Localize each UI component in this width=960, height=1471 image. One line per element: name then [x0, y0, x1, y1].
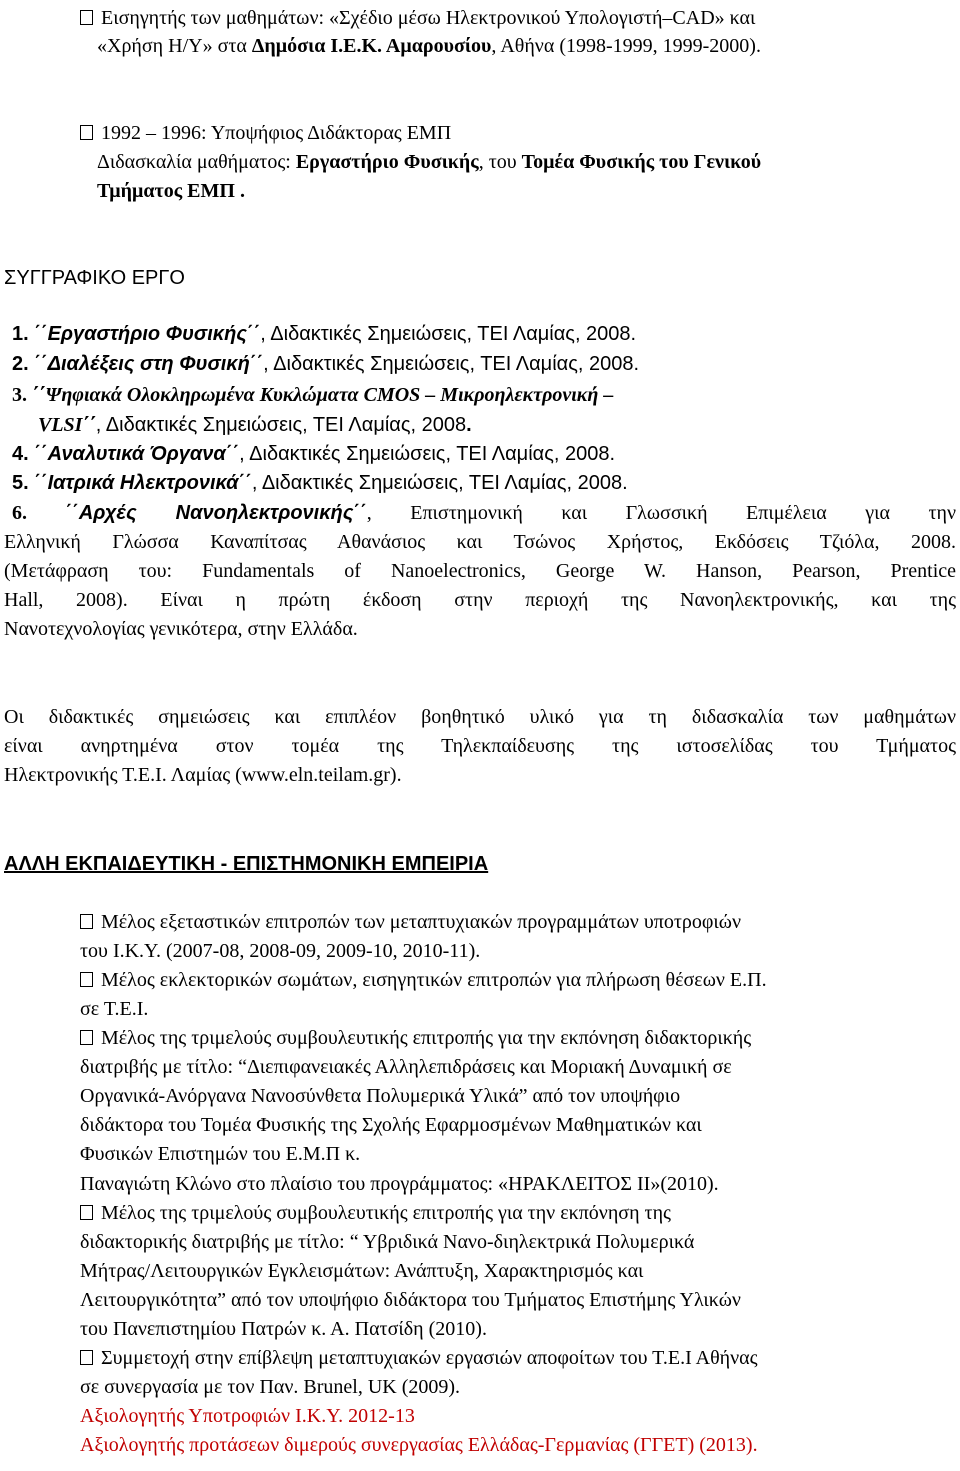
notes-line: είναι ανηρτημένα στον τομέα της Τηλεκπαίδευσης της ιστοσελίδας του Τμήματος: [4, 735, 956, 757]
text: .: [466, 414, 472, 436]
notes-line: Ηλεκτρονικής Τ.Ε.Ι. Λαμίας (www.eln.teilam.gr).: [4, 764, 402, 786]
work-title: ΄΄Εργαστήριο Φυσικής΄΄: [34, 323, 261, 345]
checkbox-bullet-icon: [80, 914, 93, 929]
work-details-line: Νανοτεχνολογίας γενικότερα, στην Ελλάδα.: [4, 618, 358, 640]
text-line: διατριβής με τίτλο: “Διεπιφανειακές Αλληλεπιδράσεις και Μοριακή Δυναμική σε: [80, 1056, 732, 1078]
experience-item: [80, 968, 767, 992]
text: «Χρήση Η/Υ» στα: [97, 35, 252, 57]
item-number: 4.: [12, 443, 29, 465]
bullet-line: [80, 6, 755, 30]
text-line: Οργανικά-Ανόργανα Νανοσύνθετα Πολυμερικά Υλικά” από τον υποψήφιο: [80, 1085, 681, 1107]
work-title: ΄΄Αναλυτικά Όργανα΄΄: [34, 443, 240, 465]
text-line: του Ι.Κ.Υ. (2007-08, 2008-09, 2009-10, 2010-11).: [80, 940, 481, 962]
text-line: Λειτουργικότητα” από τον υποψήφιο διδάκτορα του Τμήματος Επιστήμης Υλικών: [80, 1289, 741, 1311]
text: Μέλος εξεταστικών επιτροπών των μεταπτυχιακών προγραμμάτων υποτροφιών: [101, 911, 741, 933]
checkbox-bullet-icon: [80, 125, 93, 140]
section-heading-experience: ΑΛΛΗ ΕΚΠΑΙΔΕΥΤΙΚΗ - ΕΠΙΣΤΗΜΟΝΙΚΗ ΕΜΠΕΙΡΙΑ: [4, 853, 489, 875]
work-details: , Διδακτικές Σημειώσεις, ΤΕΙ Λαμίας, 2008.: [251, 472, 628, 494]
text-line: διδακτορικής διατριβής με τίτλο: “ Υβριδικά Νανο-διηλεκτρικά Πολυμερικά: [80, 1231, 695, 1253]
text-line: [97, 179, 245, 203]
text: .: [239, 180, 245, 202]
work-item-1: [12, 322, 636, 346]
text: Μέλος της τριμελούς συμβουλευτικής επιτροπής για την εκπόνηση διδακτορικής: [101, 1027, 752, 1049]
item-number: 5.: [12, 472, 29, 494]
item-number: 6.: [12, 502, 27, 524]
bullet-line: [80, 121, 451, 145]
work-item-3: [12, 383, 613, 407]
reviewer-line: Αξιολογητής προτάσεων διμερούς συνεργασίας Ελλάδας-Γερμανίας (ΓΓΕΤ) (2013).: [80, 1434, 758, 1456]
work-title: VLSI΄΄: [38, 414, 96, 436]
text-line: του Πανεπιστημίου Πατρών κ. Α. Πατσίδη (2010).: [80, 1318, 487, 1340]
checkbox-bullet-icon: [80, 972, 93, 987]
text: Διδασκαλία μαθήματος:: [97, 151, 296, 173]
work-details: , Διδακτικές Σημειώσεις, ΤΕΙ Λαμίας, 2008.: [239, 443, 616, 465]
text: Μέλος εκλεκτορικών σωμάτων, εισηγητικών επιτροπών για πλήρωση θέσεων Ε.Π.: [101, 969, 767, 991]
work-details: , Διδακτικές Σημειώσεις, ΤΕΙ Λαμίας, 2008.: [260, 323, 637, 345]
work-title: ΄΄Αρχές Νανοηλεκτρονικής΄΄: [65, 502, 367, 524]
work-details: , Επιστημονική και Γλωσσική Επιμέλεια για την: [366, 502, 957, 524]
text: Συμμετοχή στην επίβλεψη μεταπτυχιακών εργασιών αποφοίτων του Τ.Ε.Ι Αθήνας: [101, 1347, 758, 1369]
text-line: σε συνεργασία με τον Παν. Brunel, UK (2009).: [80, 1376, 461, 1398]
text: , του: [478, 151, 522, 173]
item-number: 1.: [12, 323, 29, 345]
text: 1992 – 1996: Υποψήφιος Διδάκτορας ΕΜΠ: [101, 122, 452, 144]
work-details-line: Hall, 2008). Είναι η πρώτη έκδοση στην περιοχή της Νανοηλεκτρονικής, και της: [4, 589, 956, 611]
experience-item: [80, 1026, 751, 1050]
notes-line: Οι διδακτικές σημειώσεις και επιπλέον βοηθητικό υλικό για τη διδασκαλία των μαθημάτων: [4, 706, 956, 728]
checkbox-bullet-icon: [80, 1350, 93, 1365]
experience-item: [80, 1346, 758, 1370]
text-line: Φυσικών Επιστημών του Ε.Μ.Π κ.: [80, 1143, 361, 1165]
text-line: διδάκτορα του Τομέα Φυσικής της Σχολής Εφαρμοσμένων Μαθηματικών και: [80, 1114, 702, 1136]
text-line: σε Τ.Ε.Ι.: [80, 998, 149, 1020]
work-title: ΄΄Ψηφιακά Ολοκληρωμένα Κυκλώματα CMOS – Μικροηλεκτρονική –: [32, 384, 614, 406]
text-line: Μήτρας/Λειτουργικών Εγκλεισμάτων: Ανάπτυξη, Χαρακτηρισμός και: [80, 1260, 644, 1282]
experience-item: [80, 910, 741, 934]
text: , Αθήνα (1998-1999, 1999-2000).: [491, 35, 761, 57]
experience-item: [80, 1201, 671, 1225]
course-name: Εργαστήριο Φυσικής: [295, 151, 479, 173]
work-item-4: [12, 442, 615, 466]
text-line: Παναγιώτη Κλώνο στο πλαίσιο του προγράμματος: «ΗΡΑΚΛΕΙΤΟΣ ΙΙ»(2010).: [80, 1173, 719, 1195]
work-item-6: [12, 501, 956, 525]
school-name: Δημόσια Ι.Ε.Κ. Αμαρουσίου: [251, 35, 492, 57]
work-title: ΄΄Ιατρικά Ηλεκτρονικά΄΄: [34, 472, 252, 494]
text: Εισηγητής των μαθημάτων: «Σχέδιο μέσω Ηλεκτρονικού Υπολογιστή–CAD» και: [101, 7, 756, 29]
checkbox-bullet-icon: [80, 10, 93, 25]
work-details-line: Ελληνική Γλώσσα Καναπίτσας Αθανάσιος και Τσώνος Χρήστος, Εκδόσεις Τζιόλα, 2008.: [4, 531, 956, 553]
work-title: ΄΄Διαλέξεις στη Φυσική΄΄: [34, 353, 264, 375]
checkbox-bullet-icon: [80, 1205, 93, 1220]
item-number: 2.: [12, 353, 29, 375]
checkbox-bullet-icon: [80, 1030, 93, 1045]
work-item-5: [12, 471, 628, 495]
section-heading-works: ΣΥΓΓΡΑΦΙΚΟ ΕΡΓΟ: [4, 267, 185, 289]
work-item-3-cont: [38, 413, 472, 437]
sector-name: Τομέα Φυσικής του Γενικού: [521, 151, 762, 173]
text-line: [97, 150, 761, 174]
text-line: [97, 34, 761, 58]
work-details-line: (Μετάφραση του: Fundamentals of Nanoelectronics, George W. Hanson, Pearson, Prentice: [4, 560, 956, 582]
item-number: 3.: [12, 384, 27, 406]
department-name: Τμήματος ΕΜΠ: [97, 180, 235, 202]
work-details: , Διδακτικές Σημειώσεις, ΤΕΙ Λαμίας, 2008: [95, 414, 467, 436]
text: Μέλος της τριμελούς συμβουλευτικής επιτροπής για την εκπόνηση της: [101, 1202, 671, 1224]
work-details: , Διδακτικές Σημειώσεις, ΤΕΙ Λαμίας, 2008.: [263, 353, 640, 375]
work-item-2: [12, 352, 639, 376]
reviewer-line: Αξιολογητής Υποτροφιών Ι.Κ.Υ. 2012-13: [80, 1405, 415, 1427]
